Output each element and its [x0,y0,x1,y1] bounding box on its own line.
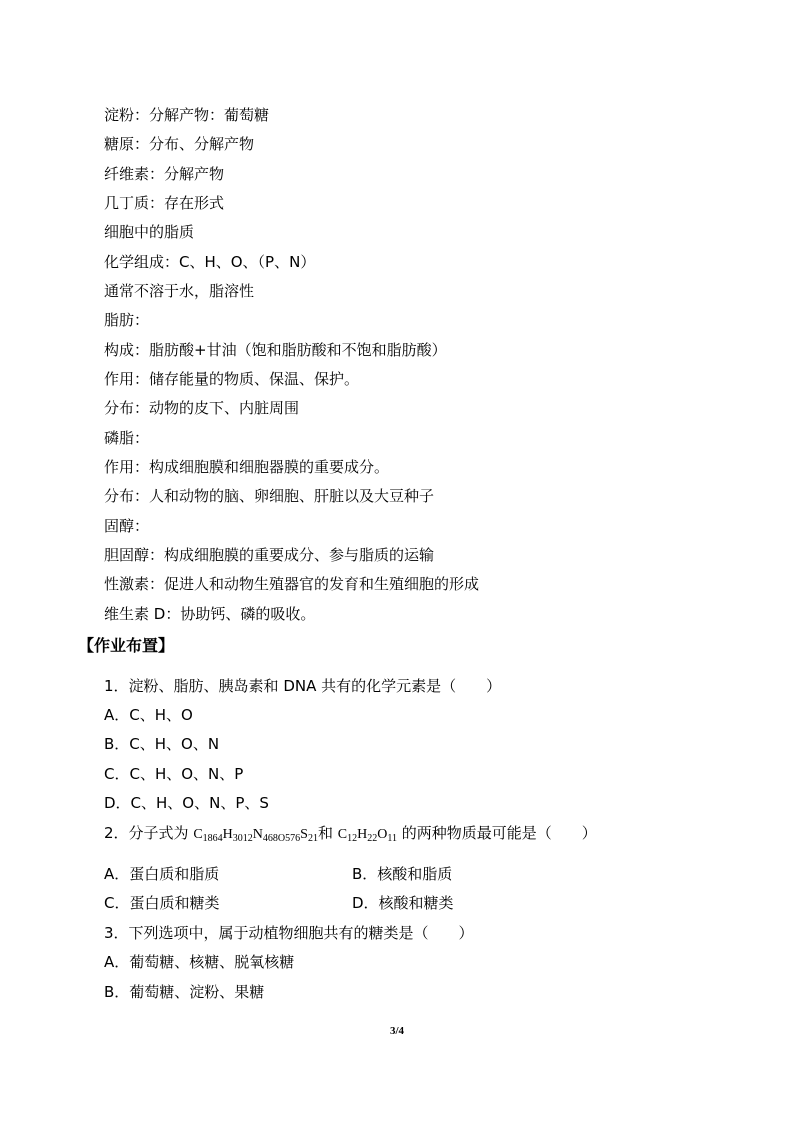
question-2-option-b: B．核酸和脂质 [352,865,453,883]
question-2-prefix: 2．分子式为 [104,824,194,842]
note-line: 糖原：分布、分解产物 [104,135,255,153]
question-2-option-d: D．核酸和糖类 [352,894,454,912]
question-1-option-a: A．C、H、O [104,706,193,724]
question-2-suffix: 的两种物质最可能是（ ） [396,824,597,842]
note-line: 分布：动物的皮下、内脏周围 [104,399,300,417]
note-line: 性激素：促进人和动物生殖器官的发育和生殖细胞的形成 [104,575,480,593]
question-1-option-d: D．C、H、O、N、P、S [104,794,269,812]
question-2-stem [104,823,597,845]
question-2-option-c: C．蛋白质和糖类 [104,894,220,912]
note-line: 纤维素：分解产物 [104,165,225,183]
note-line: 淀粉：分解产物：葡萄糖 [104,106,270,124]
question-1-option-b: B．C、H、O、N [104,735,220,753]
note-line: 维生素 D：协助钙、磷的吸收。 [104,605,316,623]
note-line: 脂肪： [104,311,150,329]
question-1-option-c: C．C、H、O、N、P [104,765,244,783]
question-2-option-a: A．蛋白质和脂质 [104,865,220,883]
note-line: 构成：脂肪酸+甘油（饱和脂肪酸和不饱和脂肪酸） [104,341,447,359]
note-line: 细胞中的脂质 [104,223,195,241]
note-line: 作用：构成细胞膜和细胞器膜的重要成分。 [104,458,390,476]
homework-heading: 【作业布置】 [78,636,175,655]
page-number: 3/4 [389,1025,405,1037]
note-line: 几丁质：存在形式 [104,194,225,212]
note-line: 分布：人和动物的脑、卵细胞、肝脏以及大豆种子 [104,487,435,505]
note-line: 磷脂： [104,429,150,447]
question-3-option-b: B．葡萄糖、淀粉、果糖 [104,983,265,1001]
question-3-option-a: A．葡萄糖、核糖、脱氧核糖 [104,953,295,971]
question-2-middle: 和 [317,824,338,842]
note-line: 作用：储存能量的物质、保温、保护。 [104,370,360,388]
note-line: 固醇： [104,517,150,535]
note-line: 胆固醇：构成细胞膜的重要成分、参与脂质的运输 [104,546,435,564]
note-line: 化学组成：C、H、O、（P、N） [104,253,316,271]
question-1-stem: 1．淀粉、脂肪、胰岛素和 DNA 共有的化学元素是（ ） [104,677,502,695]
note-line: 通常不溶于水，脂溶性 [104,282,255,300]
question-3-stem: 3．下列选项中，属于动植物细胞共有的糖类是（ ） [104,924,474,942]
formula-1: $C_{1864}H_{3012}N_{468O576}S_{21}$ [193,827,318,844]
formula-2: $C_{12}H_{22}O_{11}$ [337,827,397,844]
